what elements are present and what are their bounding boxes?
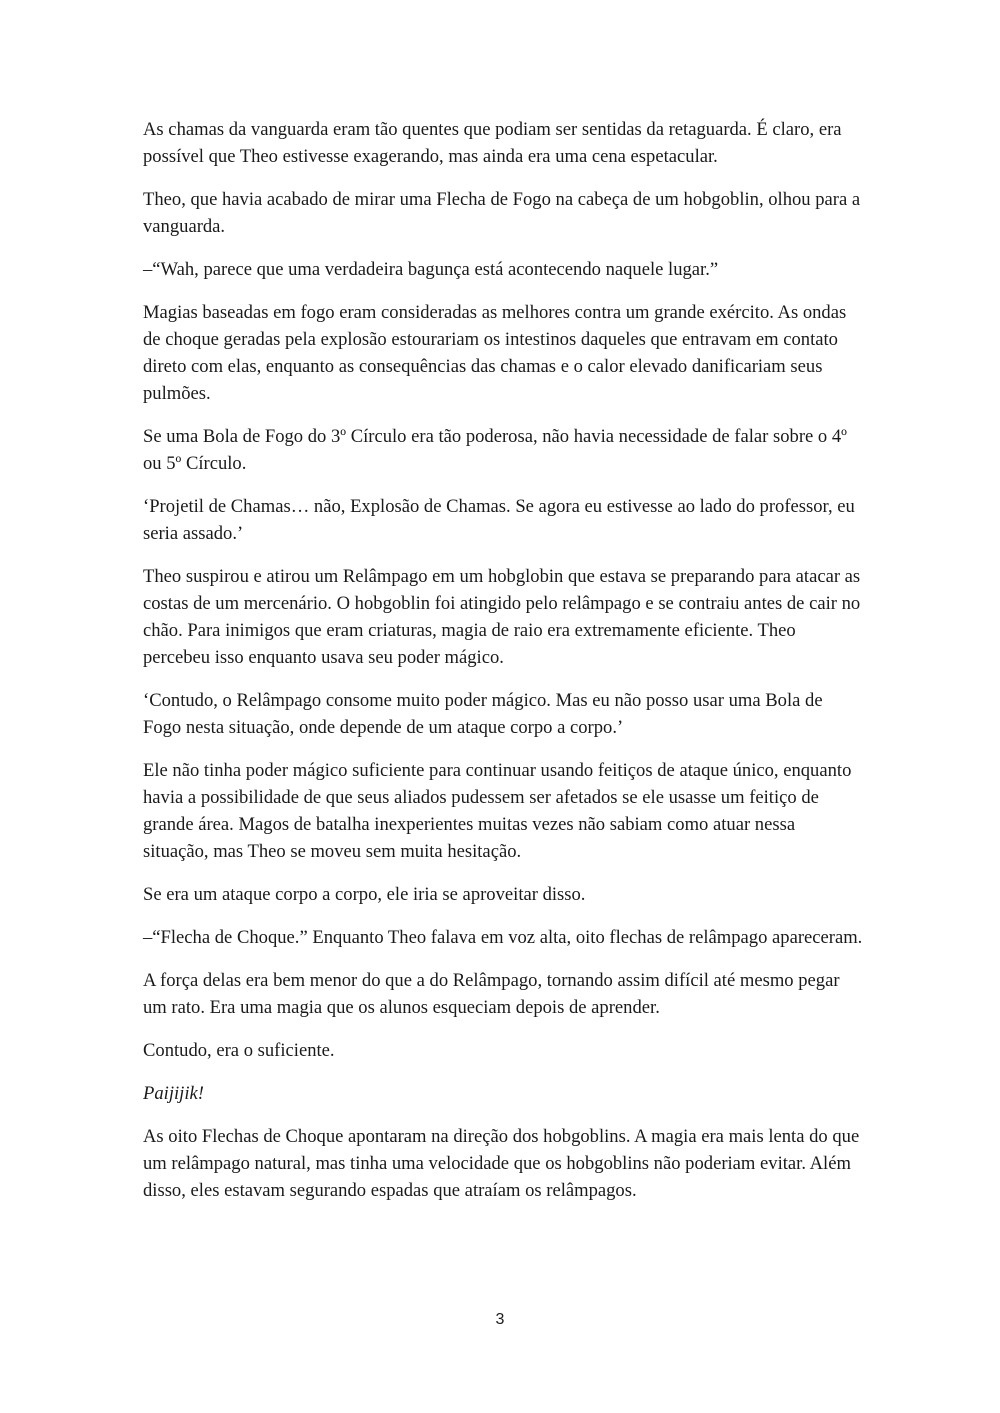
sound-effect-paragraph: Paijijik! (143, 1083, 204, 1104)
paragraph: –“Wah, parece que uma verdadeira bagunça está acontecendo naquele lugar.” (143, 259, 719, 280)
paragraph: Contudo, era o suficiente. (143, 1040, 335, 1061)
paragraph: Theo, que havia acabado de mirar uma Flecha de Fogo na cabeça de um hobgoblin, olhou para a vanguarda. (143, 189, 861, 237)
paragraph: As oito Flechas de Choque apontaram na direção dos hobgoblins. A magia era mais lenta do que um relâmpago natural, mas tinha uma velocidade que os hobgoblins não poderiam evitar. Além disso, eles estavam segurando espadas que atraíam os relâmpagos. (143, 1126, 860, 1201)
paragraph: –“Flecha de Choque.” Enquanto Theo falava em voz alta, oito flechas de relâmpago apareceram. (143, 927, 863, 948)
paragraph: Ele não tinha poder mágico suficiente para continuar usando feitiços de ataque único, enquanto havia a possibilidade de que seus aliados pudessem ser afetados se ele usasse um feitiço de grande área. Magos de batalha inexperientes muitas vezes não sabiam como atuar nessa situação, mas Theo se moveu sem muita hesitação. (143, 760, 852, 862)
paragraph: Theo suspirou e atirou um Relâmpago em um hobglobin que estava se preparando para atacar as costas de um mercenário. O hobgoblin foi atingido pelo relâmpago e se contraiu antes de cair no chão. Para inimigos que eram criaturas, magia de raio era extremamente eficiente. Theo percebeu isso enquanto usava seu poder mágico. (143, 566, 861, 668)
paragraph: Se era um ataque corpo a corpo, ele iria se aproveitar disso. (143, 884, 586, 905)
body-text (143, 116, 863, 1220)
paragraph: Magias baseadas em fogo eram consideradas as melhores contra um grande exército. As ondas de choque geradas pela explosão estourariam os intestinos daqueles que entravam em contato direto com elas, enquanto as consequências das chamas e o calor elevado danificariam seus pulmões. (143, 302, 847, 404)
paragraph: ‘Projetil de Chamas… não, Explosão de Chamas. Se agora eu estivesse ao lado do professor, eu seria assado.’ (143, 496, 855, 544)
paragraph: A força delas era bem menor do que a do Relâmpago, tornando assim difícil até mesmo pegar um rato. Era uma magia que os alunos esqueciam depois de aprender. (143, 970, 840, 1018)
paragraph: As chamas da vanguarda eram tão quentes que podiam ser sentidas da retaguarda. É claro, era possível que Theo estivesse exagerando, mas ainda era uma cena espetacular. (143, 119, 842, 167)
paragraph: ‘Contudo, o Relâmpago consome muito poder mágico. Mas eu não posso usar uma Bola de Fogo nesta situação, onde depende de um ataque corpo a corpo.’ (143, 690, 823, 738)
page-number: 3 (495, 1311, 505, 1328)
paragraph: Se uma Bola de Fogo do 3º Círculo era tão poderosa, não havia necessidade de falar sobre o 4º ou 5º Círculo. (143, 426, 847, 474)
